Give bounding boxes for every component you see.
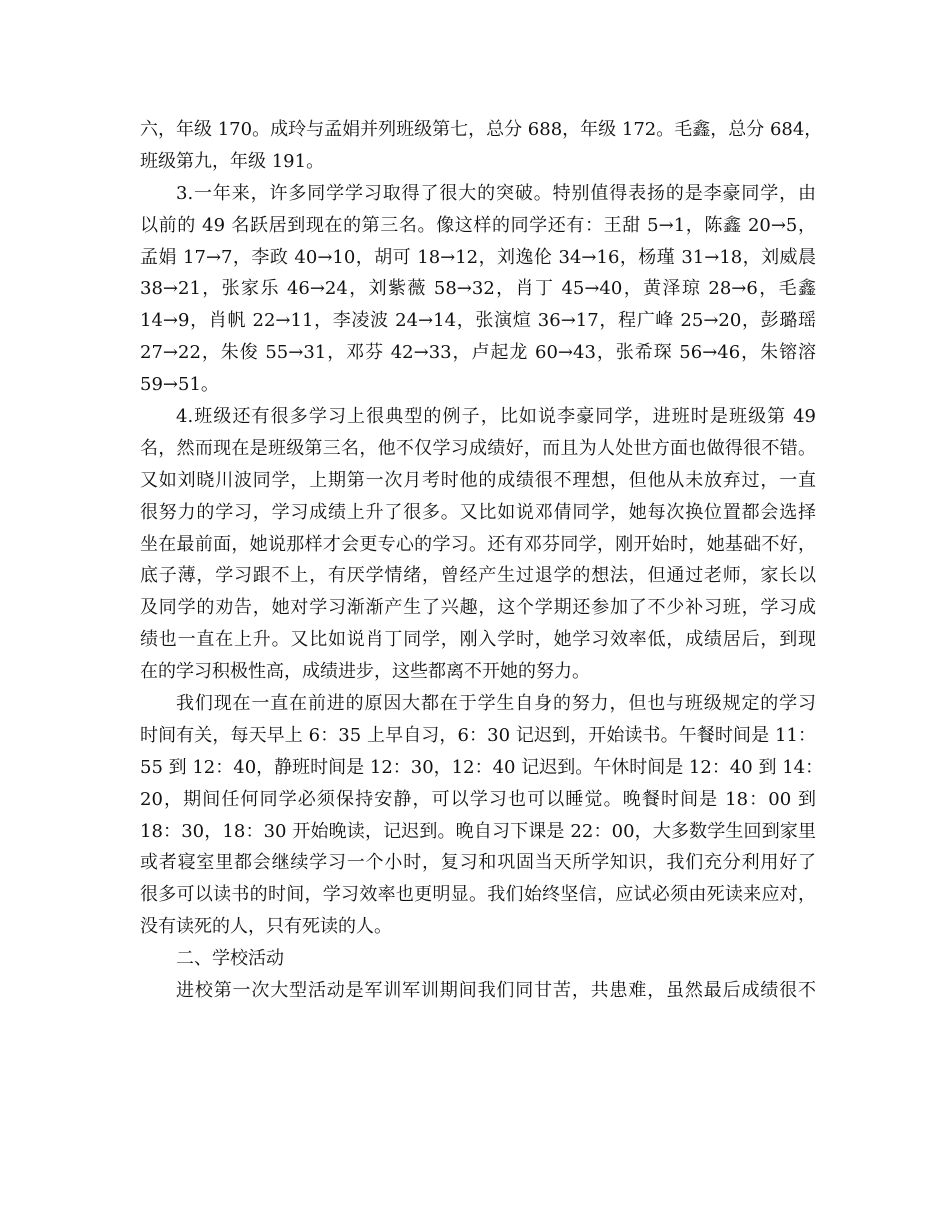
text-line: 没有读死的人，只有死读的人。 (140, 916, 392, 938)
text-line: 我们现在一直在前进的原因大都在于学生自身的努力，但也与班级规定的学习 (176, 693, 816, 715)
text-line: 18：30，18：30 开始晚读，记迟到。晚自习下课是 22：00，大多数学生回到家里 (140, 820, 816, 842)
text-line: 及同学的劝告，她对学习渐渐产生了兴趣，这个学期还参加了不少补习班，学习成 (140, 597, 816, 619)
text-line: 又如刘晓川波同学，上期第一次月考时他的成绩很不理想，但他从未放弃过，一直 (140, 469, 816, 491)
text-line: 坐在最前面，她说那样才会更专心的学习。还有邓芬同学，刚开始时，她基础不好， (140, 533, 816, 555)
text-line: 38→21，张家乐 46→24，刘紫薇 58→32，肖丁 45→40，黄泽琼 28→6，毛鑫 (140, 278, 816, 300)
text-line: 20，期间任何同学必须保持安静，可以学习也可以睡觉。晚餐时间是 18：00 到 (140, 788, 816, 810)
text-line: 进校第一次大型活动是军训军训期间我们同甘苦，共患难，虽然最后成绩很不 (176, 980, 816, 1002)
text-line: 孟娟 17→7，李政 40→10，胡可 18→12，刘逸伦 34→16，杨瑾 31→18，刘威晨 (140, 246, 816, 268)
text-line: 时间有关，每天早上 6：35 上早自习，6：30 记迟到，开始读书。午餐时间是 11： (140, 724, 816, 746)
text-line: 59→51。 (140, 374, 219, 396)
text-line: 14→9，肖帆 22→11，李凌波 24→14，张演煊 36→17，程广峰 25→20，彭璐瑶 (140, 310, 816, 332)
text-line: 班级第九，年级 191。 (140, 150, 325, 172)
text-line: 底子薄，学习跟不上，有厌学情绪，曾经产生过退学的想法，但通过老师，家长以 (140, 565, 816, 587)
section-heading: 二、学校活动 (176, 948, 284, 970)
text-line: 55 到 12：40，静班时间是 12：30，12：40 记迟到。午休时间是 12：40 到 14： (140, 756, 824, 778)
text-line: 绩也一直在上升。又比如说肖丁同学，刚入学时，她学习效率低，成绩居后，到现 (140, 629, 816, 651)
text-line: 六，年级 170。成玲与孟娟并列班级第七，总分 688，年级 172。毛鑫，总分 684， (140, 119, 823, 140)
text-line: 名，然而现在是班级第三名，他不仅学习成绩好，而且为人处世方面也做得很不错。 (140, 437, 816, 459)
text-line: 以前的 49 名跃居到现在的第三名。像这样的同学还有：王甜 5→1，陈鑫 20→5， (140, 214, 816, 236)
document-body (140, 114, 824, 1007)
text-line: 27→22，朱俊 55→31，邓芬 42→33，卢起龙 60→43，张希琛 56→46，朱镕溶 (140, 342, 816, 364)
text-line: 很多可以读书的时间，学习效率也更明显。我们始终坚信，应试必须由死读来应对， (140, 884, 816, 906)
text-line: 4.班级还有很多学习上很典型的例子，比如说李豪同学，进班时是班级第 49 (176, 406, 816, 428)
text-line: 或者寝室里都会继续学习一个小时，复习和巩固当天所学知识，我们充分利用好了 (140, 852, 816, 874)
text-line: 在的学习积极性高，成绩进步，这些都离不开她的努力。 (140, 661, 590, 683)
text-line: 3.一年来，许多同学学习取得了很大的突破。特别值得表扬的是李豪同学，由 (176, 182, 816, 204)
text-line: 很努力的学习，学习成绩上升了很多。又比如说邓倩同学，她每次换位置都会选择 (140, 501, 816, 523)
